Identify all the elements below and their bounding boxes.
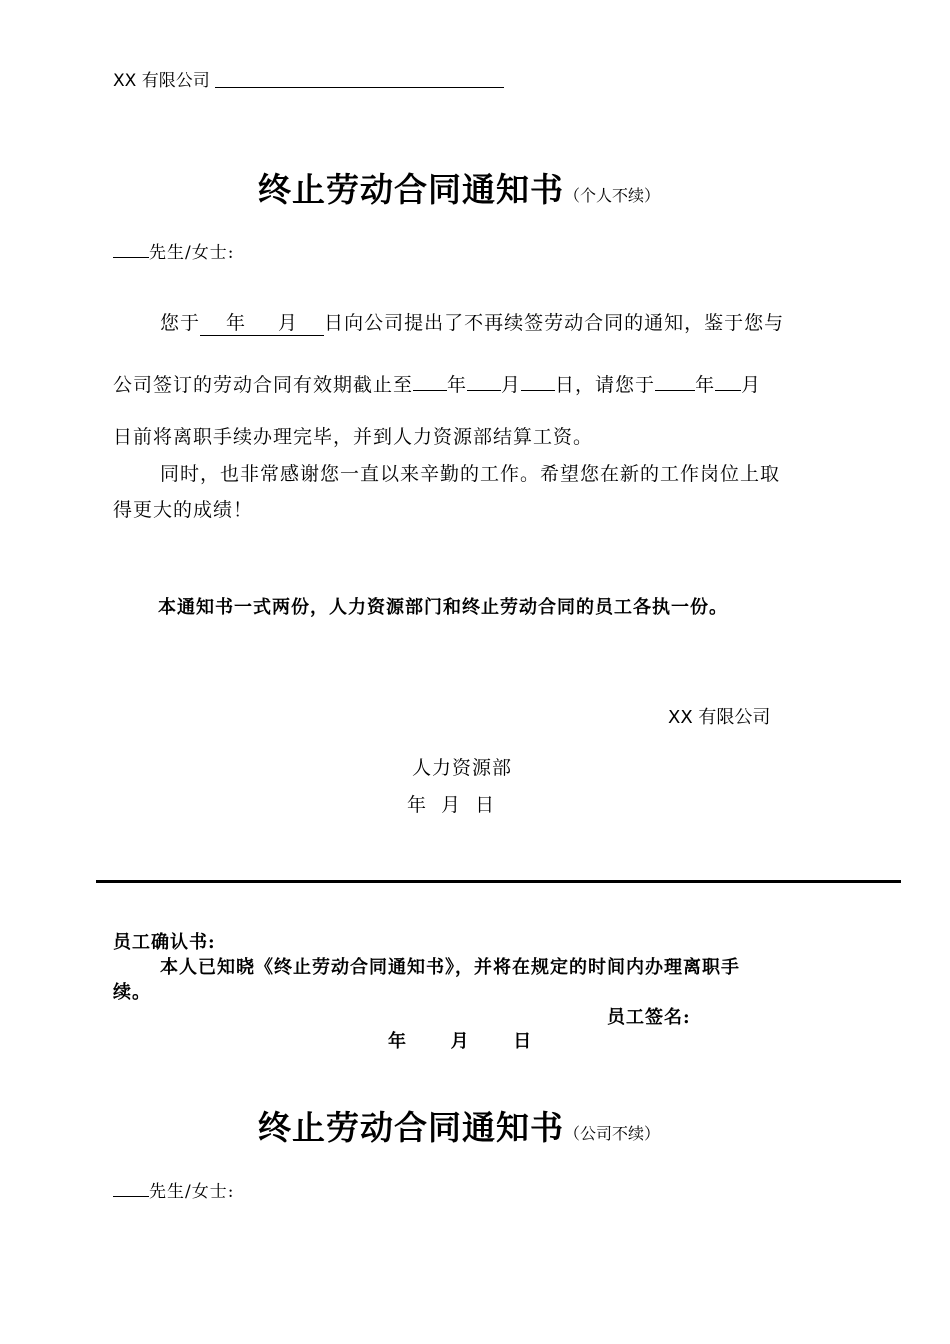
p2-month2: 月 [741, 374, 762, 396]
p1-suffix: 向公司提出了不再续签劳动合同的通知，鉴于您与 [344, 312, 785, 334]
notice1-salutation [113, 238, 234, 263]
sign-company: XX 有限公司 [668, 707, 771, 728]
notice2-name-blank [113, 1179, 149, 1197]
notice1-paragraph-3: 日前将离职手续办理完毕，并到人力资源部结算工资。 [113, 426, 594, 448]
sign-date: 年 月 日 [407, 794, 496, 816]
notice2-salutation-text: 先生/女士: [149, 1182, 235, 1202]
p2-month-blank [467, 371, 501, 391]
p1-date-blank [200, 308, 324, 336]
notice1-paragraph-1 [160, 308, 784, 336]
p1-prefix: 您于 [160, 312, 201, 334]
name-blank [113, 240, 149, 258]
p2-month: 月 [501, 374, 522, 396]
p2-month2-blank [715, 371, 741, 391]
salutation-text: 先生/女士: [149, 243, 235, 263]
p2-year2: 年 [695, 374, 716, 396]
confirmation-date: 年 月 日 [388, 1031, 533, 1052]
p1-year: 年 [226, 312, 247, 334]
p2-year: 年 [447, 374, 468, 396]
notice2-title-note: （公司不续） [564, 1124, 661, 1143]
confirmation-line1: 本人已知晓《终止劳动合同通知书》，并将在规定的时间内办理离职手 [160, 957, 740, 978]
notice1-title: 终止劳动合同通知书 [258, 170, 564, 209]
p2-prefix: 公司签订的劳动合同有效期截止至 [113, 374, 414, 396]
p2-day: 日，请您于 [555, 374, 656, 396]
p2-day-blank [521, 371, 555, 391]
confirmation-heading: 员工确认书: [113, 932, 216, 953]
notice2-title-block [258, 1102, 660, 1149]
p2-year-blank [413, 371, 447, 391]
notice1-paragraph-2 [113, 370, 761, 397]
p1-month: 月 [278, 312, 299, 334]
notice2-title: 终止劳动合同通知书 [258, 1108, 564, 1147]
p2-year2-blank [655, 371, 695, 391]
header-underline [215, 87, 504, 88]
confirmation-line2: 续。 [113, 982, 151, 1003]
section-divider [96, 880, 901, 883]
notice1-title-note: （个人不续） [564, 186, 661, 205]
header-company-name: XX 有限公司 [113, 71, 210, 91]
notice1-paragraph-4-line2: 得更大的成绩！ [113, 499, 254, 521]
sign-department: 人力资源部 [412, 757, 513, 779]
notice1-copies-note: 本通知书一式两份，人力资源部门和终止劳动合同的员工各执一份。 [158, 597, 728, 618]
p1-day: 日 [324, 312, 345, 334]
notice1-title-block [258, 164, 660, 211]
notice1-paragraph-4-line1: 同时，也非常感谢您一直以来辛勤的工作。希望您在新的工作岗位上取 [160, 463, 781, 485]
notice2-salutation [113, 1177, 234, 1202]
employee-signature-label: 员工签名: [607, 1007, 691, 1028]
